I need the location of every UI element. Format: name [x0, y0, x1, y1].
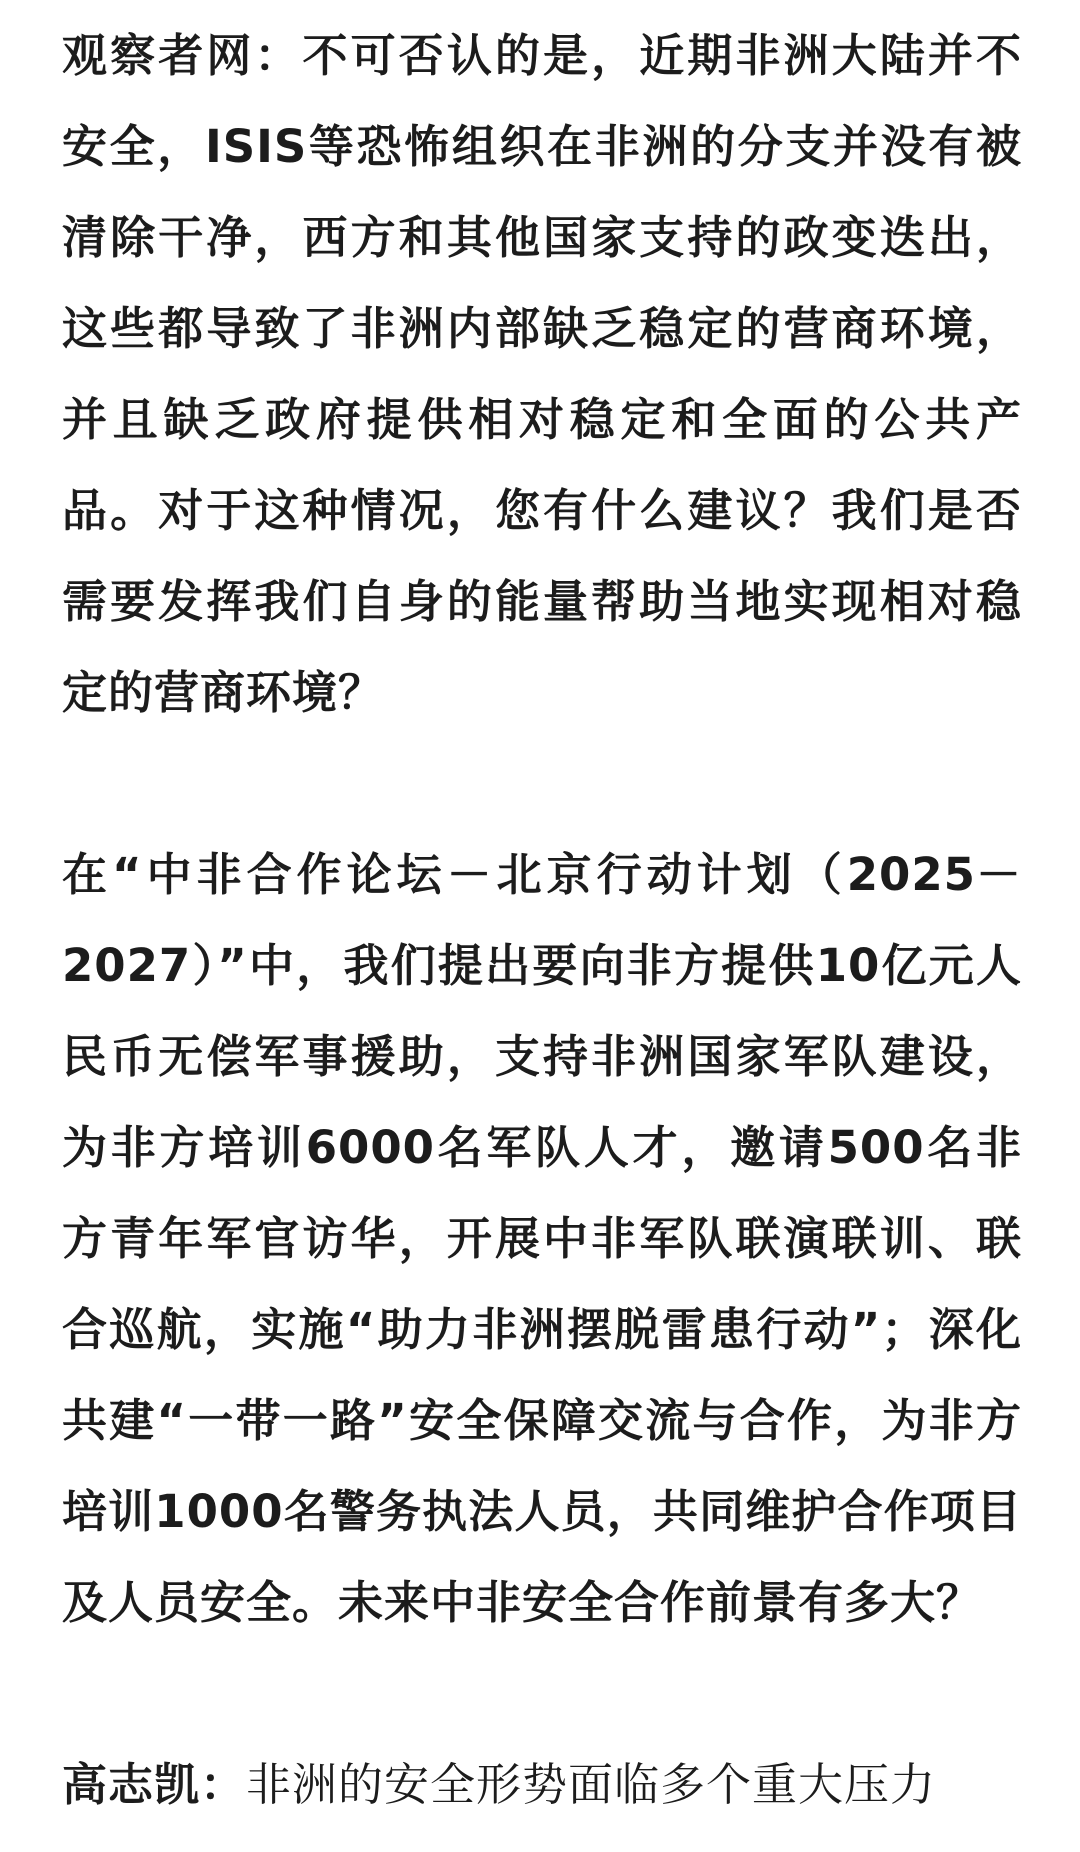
answer-text: 非洲的安全形势面临多个重大压力	[246, 1758, 937, 1811]
article-body	[62, 10, 1022, 1830]
question-text-2: 在“中非合作论坛－北京行动计划（2025－2027）”中，我们提出要向非方提供10亿元人民币无偿军事援助，支持非洲国家军队建设，为非方培训6000名军队人才，邀请500名非方青年军官访华，开展中非军队联演联训、联合巡航，实施“助力非洲摆脱雷患行动”；深化共建“一带一路”安全保障交流与合作，为非方培训1000名警务执法人员，共同维护合作项目及人员安全。未来中非安全合作前景有多大？	[62, 848, 1022, 1629]
answer-paragraph	[62, 1739, 1022, 1830]
question-paragraph-2	[62, 829, 1022, 1648]
speaker-name: 高志凯：	[62, 1758, 247, 1811]
question-paragraph-1	[62, 10, 1022, 738]
question-text-1: 观察者网：不可否认的是，近期非洲大陆并不安全，ISIS等恐怖组织在非洲的分支并没有被清除干净，西方和其他国家支持的政变迭出，这些都导致了非洲内部缺乏稳定的营商环境，并且缺乏政府提供相对稳定和全面的公共产品。对于这种情况，您有什么建议？我们是否需要发挥我们自身的能量帮助当地实现相对稳定的营商环境？	[62, 29, 1022, 719]
